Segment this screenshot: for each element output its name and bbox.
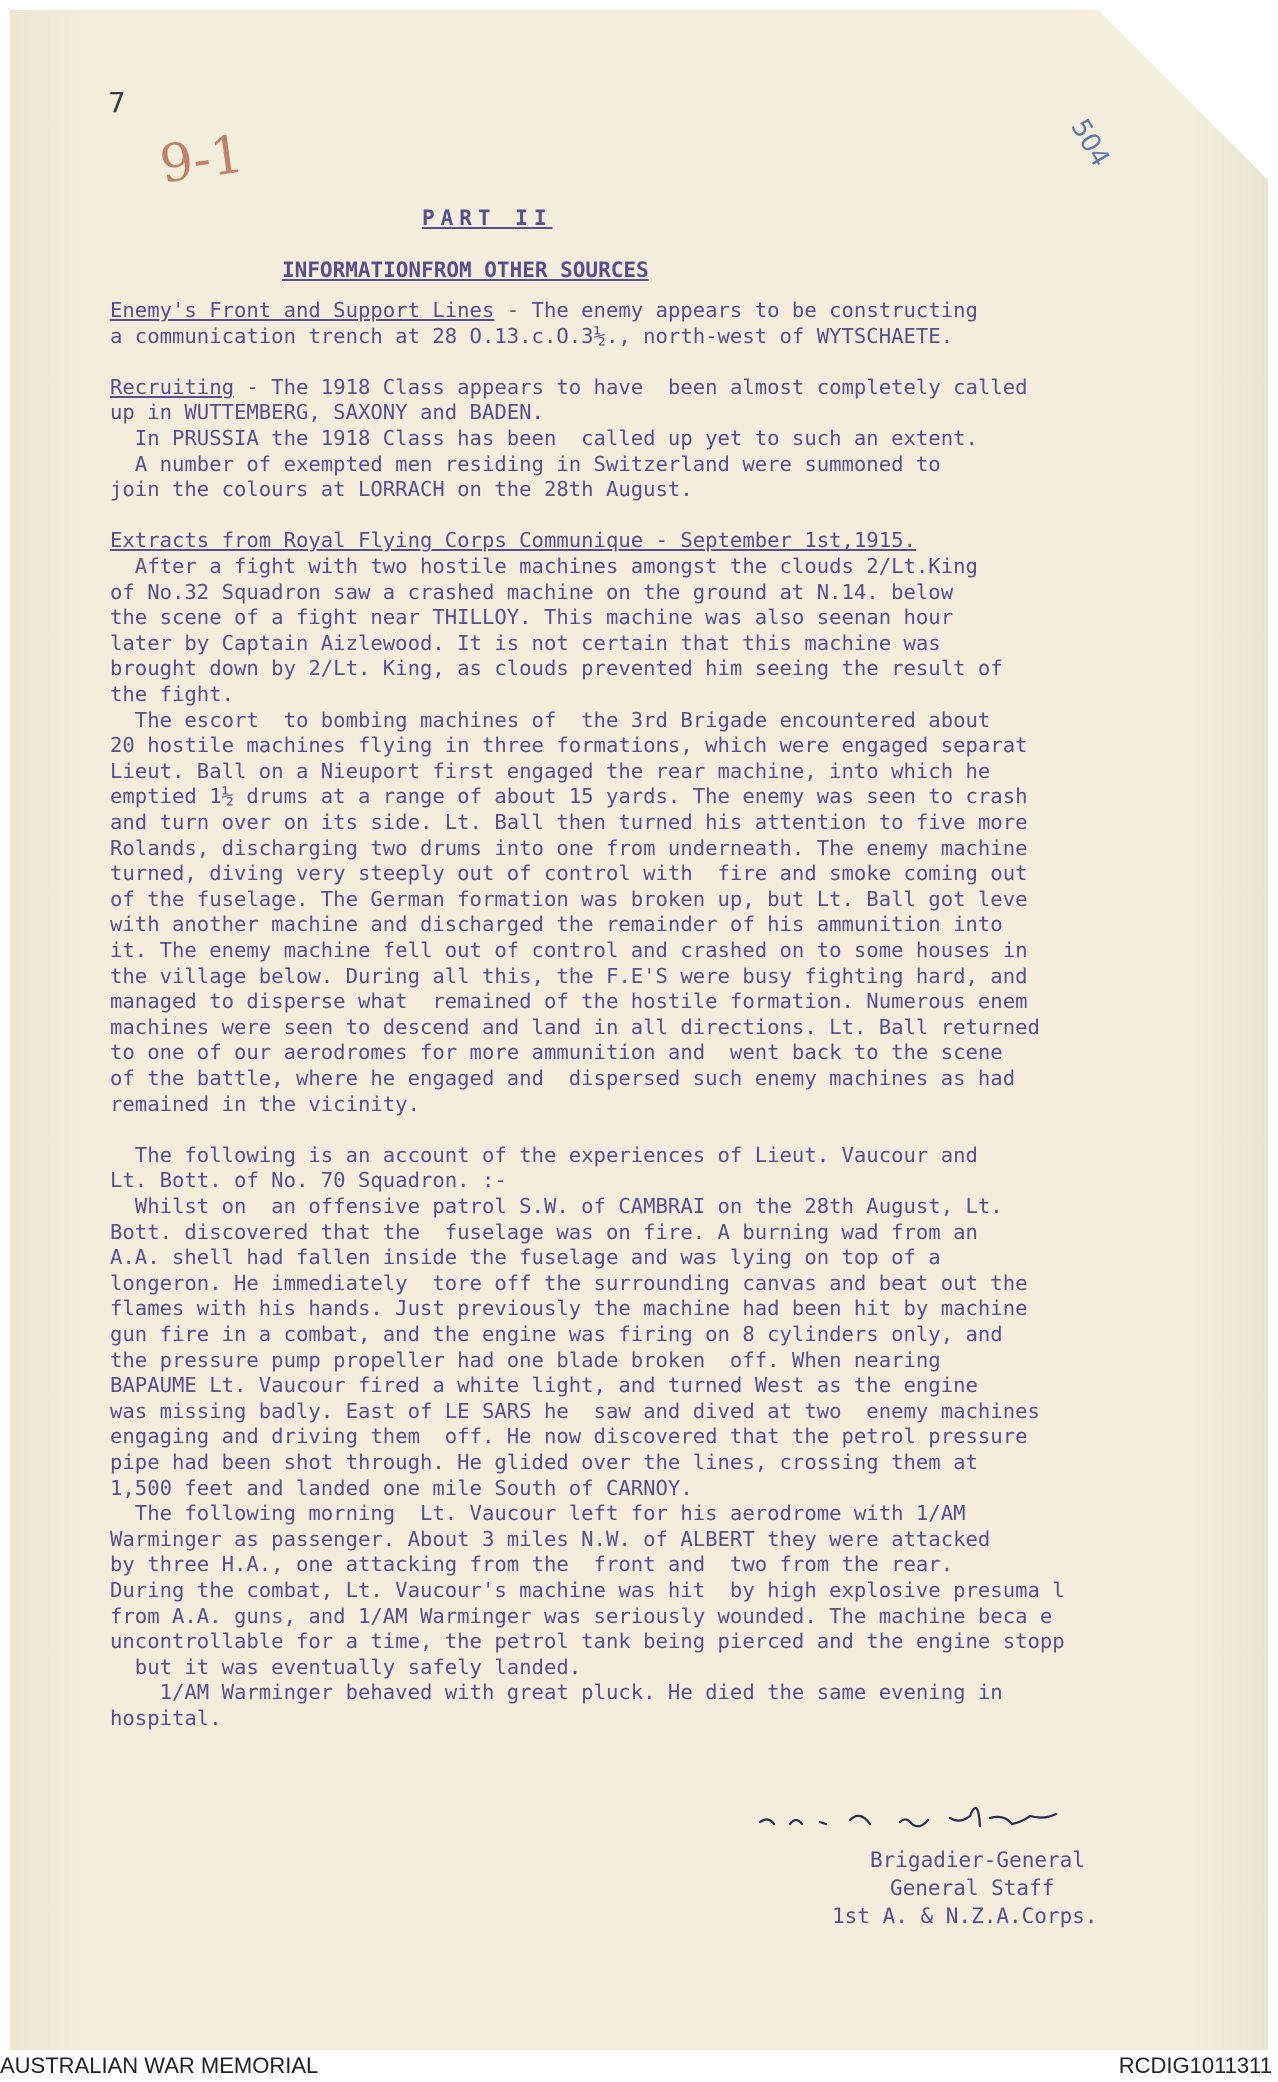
text-line	[110, 1426, 1028, 1447]
text-line	[110, 1142, 978, 1167]
document-sheet	[10, 10, 1268, 2050]
text-line	[110, 1631, 1065, 1652]
text-line	[110, 1654, 582, 1679]
text-line	[110, 684, 234, 705]
text-line	[110, 607, 953, 628]
text-line	[110, 428, 978, 449]
text-line	[110, 1298, 1028, 1319]
text-line	[110, 735, 1028, 756]
text-line	[110, 886, 1028, 911]
text-line	[110, 402, 544, 423]
text-line	[110, 1347, 941, 1372]
line-text: 1/AM Warminger behaved with great pluck. He died the same evening in	[110, 1680, 1003, 1705]
text-line	[110, 1375, 978, 1396]
text-line	[110, 940, 1028, 961]
line-text: later by Captain Aizlewood. It is not certain that this machine was	[110, 630, 941, 655]
text-line	[110, 1682, 1003, 1703]
line-text: pipe had been shot through. He glided over the lines, crossing them at	[110, 1450, 978, 1474]
text-line	[110, 323, 954, 348]
line-text: The following is an account of the experiences of Lieut. Vaucour and	[110, 1142, 978, 1167]
line-text: Warminger as passenger. About 3 miles N.W. of ALBERT they were attacked	[110, 1526, 991, 1551]
signature	[750, 1782, 1130, 1842]
text-line	[110, 835, 1028, 860]
line-text: 1,500 feet and landed one mile South of CARNOY.	[110, 1475, 693, 1500]
signature-line: 1st A. & N.Z.A.Corps.	[832, 1904, 1098, 1928]
text-line	[110, 1452, 978, 1473]
line-text: a communication trench at 28 O.13.c.O.3½., north-west of WYTSCHAETE.	[110, 323, 954, 348]
line-text: of the fuselage. The German formation was broken up, but Lt. Ball got leve	[110, 886, 1028, 911]
line-text: up in WUTTEMBERG, SAXONY and BADEN.	[110, 400, 544, 425]
text-line	[110, 530, 916, 551]
part-heading: PART II	[422, 206, 553, 230]
text-line	[110, 963, 1028, 988]
line-text: BAPAUME Lt. Vaucour fired a white light, and turned West as the engine	[110, 1373, 978, 1398]
text-line	[110, 758, 991, 783]
line-text: of No.32 Squadron saw a crashed machine on the ground at N.14. below	[110, 579, 954, 604]
text-line	[110, 1554, 953, 1575]
text-line	[110, 863, 1028, 884]
line-text: to one of our aerodromes for more ammunition and went back to the scene	[110, 1040, 1003, 1065]
line-text: Rolands, discharging two drums into one from underneath. The enemy machine	[110, 835, 1028, 860]
signature-line: Brigadier-General	[870, 1848, 1085, 1872]
line-text: emptied 1½ drums at a range of about 15 yards. The enemy was seen to crash	[110, 784, 1028, 809]
line-text: engaging and driving them off. He now discovered that the petrol pressure	[110, 1424, 1028, 1449]
text-line	[110, 707, 991, 732]
line-text: A.A. shell had fallen inside the fuselage and was lying on top of a	[110, 1245, 941, 1270]
line-text: and turn over on its side. Lt. Ball then turned his attention to five more	[110, 810, 1028, 834]
line-text: of the battle, where he engaged and dispersed such enemy machines as had	[110, 1066, 1016, 1090]
paragraph-heading: Enemy's Front and Support Lines	[110, 298, 495, 322]
line-text: managed to disperse what remained of the hostile formation. Numerous enem	[110, 989, 1028, 1014]
line-text: Lt. Bott. of No. 70 Squadron. :-	[110, 1168, 507, 1193]
text-line	[110, 1398, 1040, 1423]
paragraph-heading: Extracts from Royal Flying Corps Communique - September 1st,1915.	[110, 528, 916, 553]
text-line	[110, 479, 693, 500]
text-line	[110, 1324, 1003, 1345]
text-line	[110, 451, 941, 476]
line-text: Whilst on an offensive patrol S.W. of CAMBRAI on the 28th August, Lt.	[110, 1194, 1003, 1218]
page-number: 7	[108, 86, 126, 119]
line-text: - The 1918 Class appears to have been almost completely called	[234, 374, 1028, 399]
line-text: During the combat, Lt. Vaucour's machine was hit by high explosive presuma l	[110, 1578, 1065, 1602]
line-text: by three H.A., one attacking from the front and two from the rear.	[110, 1552, 954, 1577]
text-line	[110, 630, 941, 655]
line-text: 20 hostile machines flying in three formations, which were engaged separat	[110, 733, 1028, 758]
text-line	[110, 1170, 507, 1191]
text-line	[110, 1603, 1053, 1628]
line-text: with another machine and discharged the remainder of his ammunition into	[110, 912, 1003, 937]
line-text: but it was eventually safely landed.	[110, 1654, 582, 1679]
line-text: The escort to bombing machines of the 3rd Brigade encountered about	[110, 707, 991, 732]
line-text: turned, diving very steeply out of control with fire and smoke coming out	[110, 861, 1028, 886]
text-line	[110, 1014, 1040, 1039]
text-line	[110, 1068, 1015, 1089]
line-text: the fight.	[110, 682, 234, 706]
line-text: the pressure pump propeller had one blade broken off. When nearing	[110, 1347, 941, 1372]
text-line	[110, 1580, 1065, 1601]
line-text: flames with his hands. Just previously the machine had been hit by machine	[110, 1296, 1028, 1321]
section-heading: INFORMATIONFROM OTHER SOURCES	[282, 258, 649, 282]
text-line	[110, 1270, 1028, 1295]
text-line	[110, 1091, 420, 1116]
text-line	[110, 1475, 693, 1500]
line-text: remained in the vicinity.	[110, 1091, 420, 1116]
text-line	[110, 374, 1028, 399]
text-line	[110, 579, 954, 604]
line-text: A number of exempted men residing in Switzerland were summoned to	[110, 451, 941, 476]
line-text: join the colours at LORRACH on the 28th August.	[110, 477, 693, 502]
signature-line: General Staff	[890, 1876, 1055, 1900]
footer-reference: RCDIG1011311	[1118, 2053, 1272, 2078]
line-text: The following morning Lt. Vaucour left for his aerodrome with 1/AM	[110, 1501, 966, 1526]
text-line	[110, 300, 978, 321]
line-text: brought down by 2/Lt. King, as clouds prevented him seeing the result of	[110, 656, 1003, 681]
text-line	[110, 991, 1028, 1012]
text-line	[110, 1708, 222, 1729]
text-line	[110, 786, 1028, 807]
line-text: In PRUSSIA the 1918 Class has been called up yet to such an extent.	[110, 426, 978, 450]
line-text: uncontrollable for a time, the petrol tank being pierced and the engine stopp	[110, 1629, 1065, 1654]
line-text: Lieut. Ball on a Nieuport first engaged the rear machine, into which he	[110, 758, 991, 783]
line-text: longeron. He immediately tore off the surrounding canvas and beat out the	[110, 1270, 1028, 1295]
text-line	[110, 556, 978, 577]
line-text: was missing badly. East of LE SARS he saw and dived at two enemy machines	[110, 1398, 1040, 1423]
footer-credit: AUSTRALIAN WAR MEMORIAL	[0, 2053, 319, 2078]
text-line	[110, 914, 1003, 935]
text-line	[110, 1526, 991, 1551]
line-text: the village below. During all this, the F.E'S were busy fighting hard, and	[110, 963, 1028, 988]
line-text: Bott. discovered that the fuselage was on fire. A burning wad from an	[110, 1219, 978, 1244]
line-text: gun fire in a combat, and the engine was firing on 8 cylinders only, and	[110, 1322, 1003, 1346]
line-text: it. The enemy machine fell out of control and crashed on to some houses in	[110, 938, 1028, 962]
paragraph-heading: Recruiting	[110, 374, 234, 399]
line-text: hospital.	[110, 1706, 222, 1730]
text-line	[110, 1503, 966, 1524]
text-line	[110, 1219, 978, 1244]
text-line	[110, 1196, 1003, 1217]
text-line	[110, 1247, 941, 1268]
line-text: - The enemy appears to be constructing	[494, 298, 978, 322]
line-text: After a fight with two hostile machines amongst the clouds 2/Lt.King	[110, 554, 978, 578]
text-line	[110, 1042, 1003, 1063]
text-line	[110, 812, 1028, 833]
archive-number: 504	[1064, 114, 1116, 172]
line-text: the scene of a fight near THILLOY. This machine was also seenan hour	[110, 605, 954, 630]
torn-corner	[1088, 0, 1278, 190]
line-text: from A.A. guns, and 1/AM Warminger was seriously wounded. The machine beca e	[110, 1603, 1053, 1628]
line-text: machines were seen to descend and land in all directions. Lt. Ball returned	[110, 1014, 1040, 1039]
text-line	[110, 658, 1003, 679]
pencil-annotation: 9-1	[156, 124, 248, 196]
